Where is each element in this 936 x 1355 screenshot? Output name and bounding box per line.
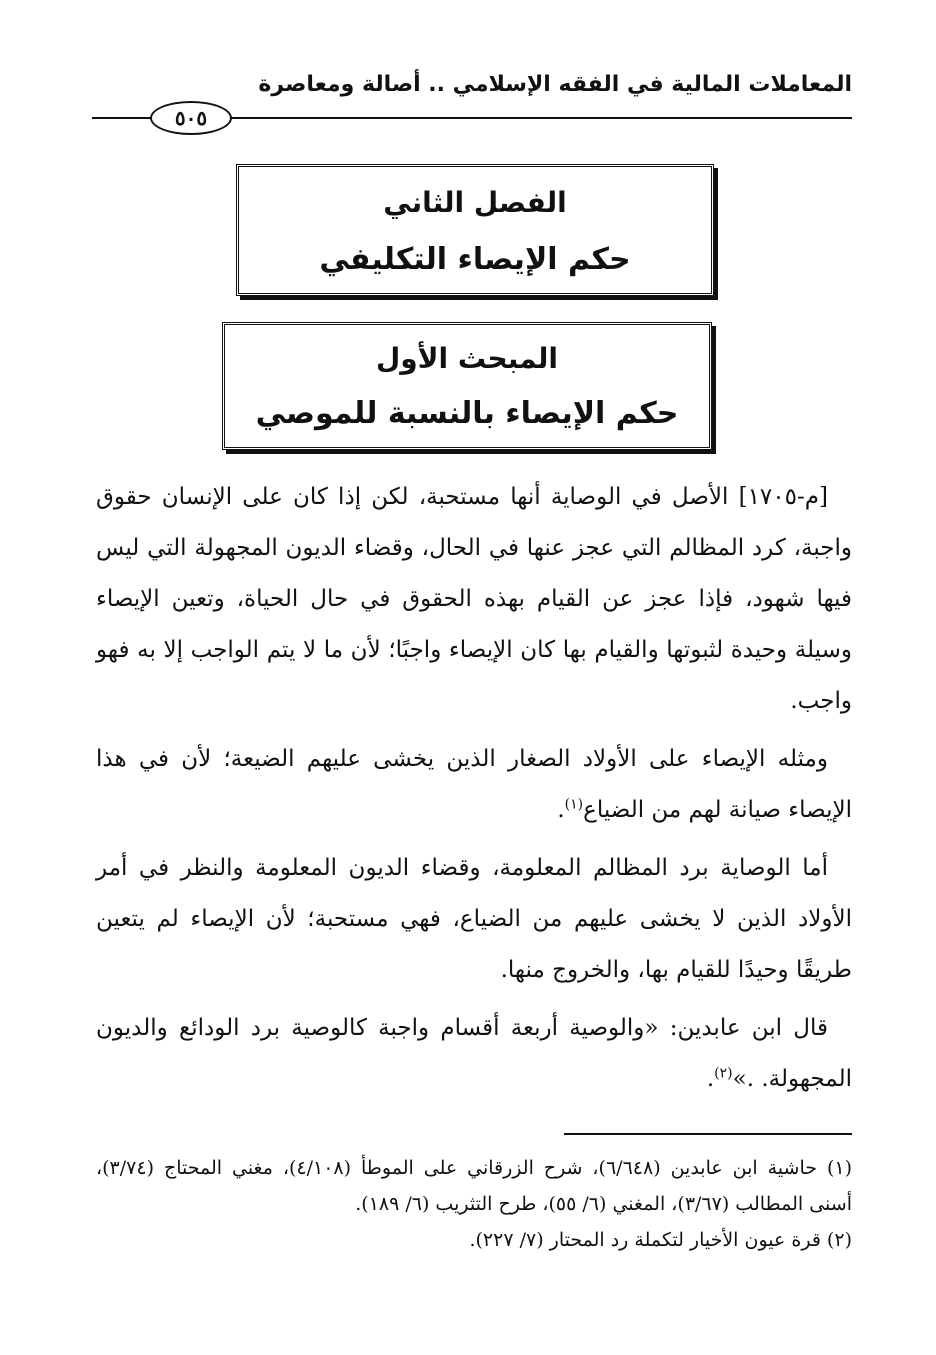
- paragraph-3-text: أما الوصاية برد المظالم المعلومة، وقضاء الديون المعلومة والنظر في أمر الأولاد الذين لا يخشى عليهم من الضياع، فهي مستحبة؛ لأن الإيصاء لم يتعين طريقًا وحيدًا للقيام بها، والخروج منها.: [96, 855, 852, 983]
- paragraph-2-end: .: [557, 797, 565, 823]
- body-text: [96, 472, 852, 1112]
- section-label: المبحث الأول: [375, 342, 559, 375]
- footnote-1: (١) حاشية ابن عابدين (٦/٦٤٨)، شرح الزرقاني على الموطأ (٤/١٠٨)، مغني المحتاج (٣/٧٤)، أسنى المطالب (٣/٦٧)، المغني (٦/ ٥٥)، طرح التثريب (٦/ ١٨٩).: [96, 1157, 853, 1215]
- running-header: المعاملات المالية في الفقه الإسلامي .. أصالة ومعاصرة: [258, 72, 852, 97]
- footnote-2: (٢) قرة عيون الأخيار لتكملة رد المحتار (٧/ ٢٢٧).: [469, 1229, 852, 1251]
- paragraph-3: [96, 843, 852, 996]
- footnote-separator: [564, 1133, 852, 1135]
- paragraph-4-text: قال ابن عابدين: «والوصية أربعة أقسام واجبة كالوصية برد الودائع والديون المجهولة. .»: [96, 1015, 852, 1092]
- footnote-ref-2[interactable]: (٢): [714, 1065, 733, 1082]
- paragraph-4-end: .: [706, 1066, 715, 1092]
- footnotes: [96, 1150, 852, 1258]
- paragraph-4: [96, 1003, 852, 1105]
- issue-number: [م-١٧٠٥]: [738, 484, 828, 510]
- section-title: حكم الإيصاء بالنسبة للموصي: [255, 396, 679, 431]
- page-number: ٥٠٥: [150, 101, 232, 135]
- chapter-title: حكم الإيصاء التكليفي: [319, 242, 631, 277]
- paragraph-2: [96, 734, 852, 836]
- section-title-box: [222, 322, 712, 450]
- paragraph-1-text: الأصل في الوصاية أنها مستحبة، لكن إذا كان على الإنسان حقوق واجبة، كرد المظالم التي عجز عنها في الحال، وقضاء الديون المجهولة التي ليس فيها شهود، فإذا عجز عن القيام بهذه الحقوق في حال الحياة، وتعين الإيصاء وسيلة وحيدة لثبوتها والقيام بها كان الإيصاء واجبًا؛ لأن ما لا يتم الواجب إلا به فهو واجب.: [96, 484, 852, 714]
- footnote-ref-1[interactable]: (١): [564, 796, 584, 813]
- paragraph-1: [96, 472, 852, 727]
- chapter-label: الفصل الثاني: [383, 186, 567, 219]
- paragraph-2-text: ومثله الإيصاء على الأولاد الصغار الذين يخشى عليهم الضيعة؛ لأن في هذا الإيصاء صيانة لهم من الضياع: [96, 746, 852, 823]
- chapter-title-box: [236, 164, 714, 296]
